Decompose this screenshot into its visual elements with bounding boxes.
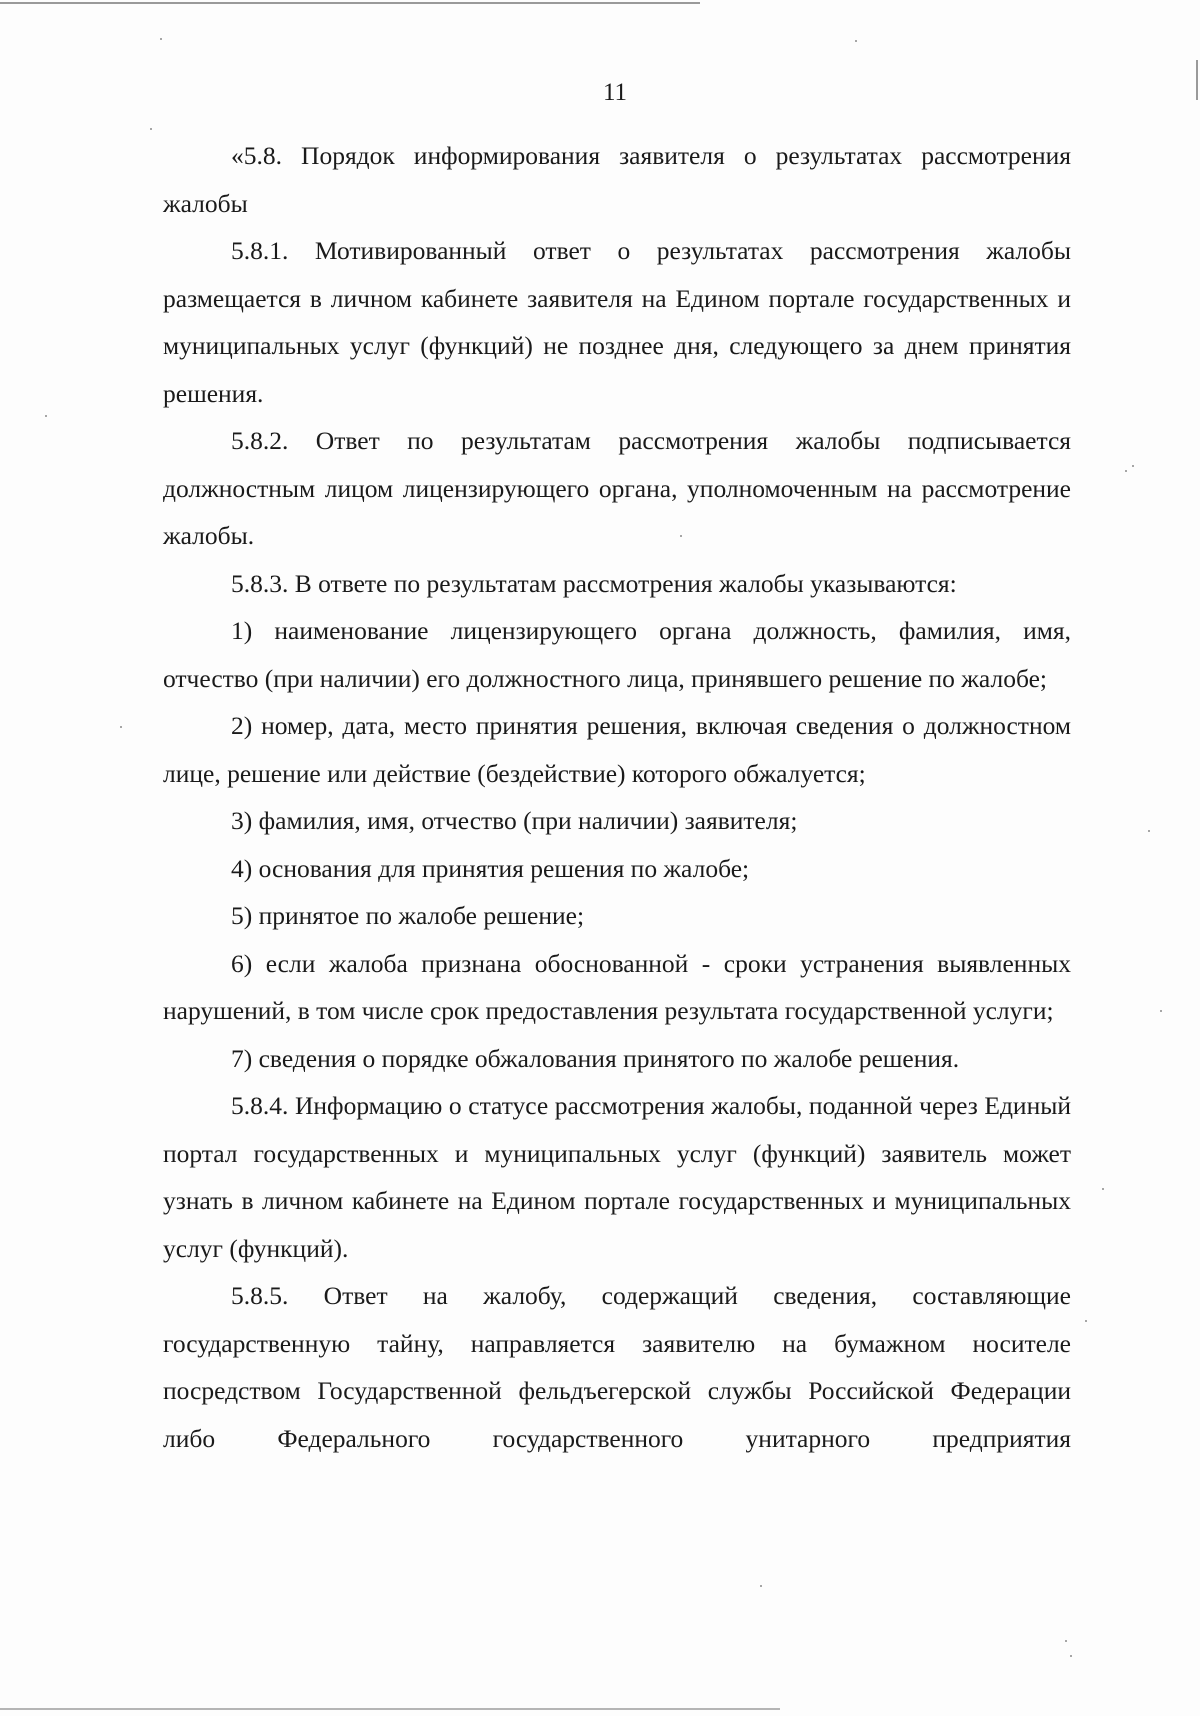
list-item-1: 1) наименование лицензирующего органа должность, фамилия, имя, отчество (при наличии) его должностного лица, принявшего решение по жалобе;	[163, 616, 1071, 693]
scan-speck	[1132, 465, 1134, 467]
scan-speck	[45, 415, 47, 417]
paragraph-5-8-1: 5.8.1. Мотивированный ответ о результатах рассмотрения жалобы размещается в личном кабинете заявителя на Едином портале государственных и муниципальных услуг (функций) не позднее дня, следующего за днем принятия решения.	[163, 236, 1071, 408]
section-heading-5-8: «5.8. Порядок информирования заявителя о результатах рассмотрения жалобы	[163, 141, 1071, 218]
scan-speck	[1160, 1010, 1162, 1012]
paragraph-5-8-4: 5.8.4. Информацию о статусе рассмотрения жалобы, поданной через Единый портал государственных и муниципальных услуг (функций) заявитель может узнать в личном кабинете на Едином портале государственных и муниципальных услуг (функций).	[163, 1091, 1071, 1263]
list-item-6: 6) если жалоба признана обоснованной - сроки устранения выявленных нарушений, в том числе срок предоставления результата государственной услуги;	[163, 948, 1071, 1025]
scan-edge-bottom	[0, 1708, 780, 1710]
scan-edge-top	[0, 2, 700, 4]
page-number: 11	[602, 79, 628, 106]
scan-speck	[120, 726, 122, 728]
list-item-7: 7) сведения о порядке обжалования принятого по жалобе решения.	[231, 1043, 960, 1073]
scan-speck	[1070, 1655, 1072, 1657]
document-body	[163, 132, 1071, 1462]
scan-speck	[1125, 470, 1127, 472]
list-item-2: 2) номер, дата, место принятия решения, включая сведения о должностном лице, решение или действие (бездействие) которого обжалуется;	[163, 711, 1071, 788]
scan-speck	[760, 1585, 762, 1587]
list-item-5: 5) принятое по жалобе решение;	[231, 901, 585, 930]
paragraph-5-8-2: 5.8.2. Ответ по результатам рассмотрения жалобы подписывается должностным лицом лицензирующего органа, уполномоченным на рассмотрение жалобы.	[163, 426, 1071, 550]
scan-speck	[855, 40, 857, 42]
scan-speck	[160, 38, 162, 40]
list-item-4: 4) основания для принятия решения по жалобе;	[231, 853, 750, 883]
scan-speck	[680, 535, 682, 537]
scan-speck	[1102, 1188, 1104, 1190]
list-item-3: 3) фамилия, имя, отчество (при наличии) заявителя;	[231, 806, 798, 835]
paragraph-5-8-3: 5.8.3. В ответе по результатам рассмотрения жалобы указываются:	[231, 568, 957, 598]
scan-speck	[1065, 1640, 1067, 1642]
scan-speck	[150, 128, 152, 130]
paragraph-5-8-5: 5.8.5. Ответ на жалобу, содержащий сведения, составляющие государственную тайну, направляется заявителю на бумажном носителе посредством Государственной фельдъегерской службы Российской Федерации либо Федерального государственного унитарного предприятия	[163, 1281, 1071, 1453]
scan-speck	[1085, 1320, 1087, 1322]
scan-speck	[1148, 830, 1150, 832]
